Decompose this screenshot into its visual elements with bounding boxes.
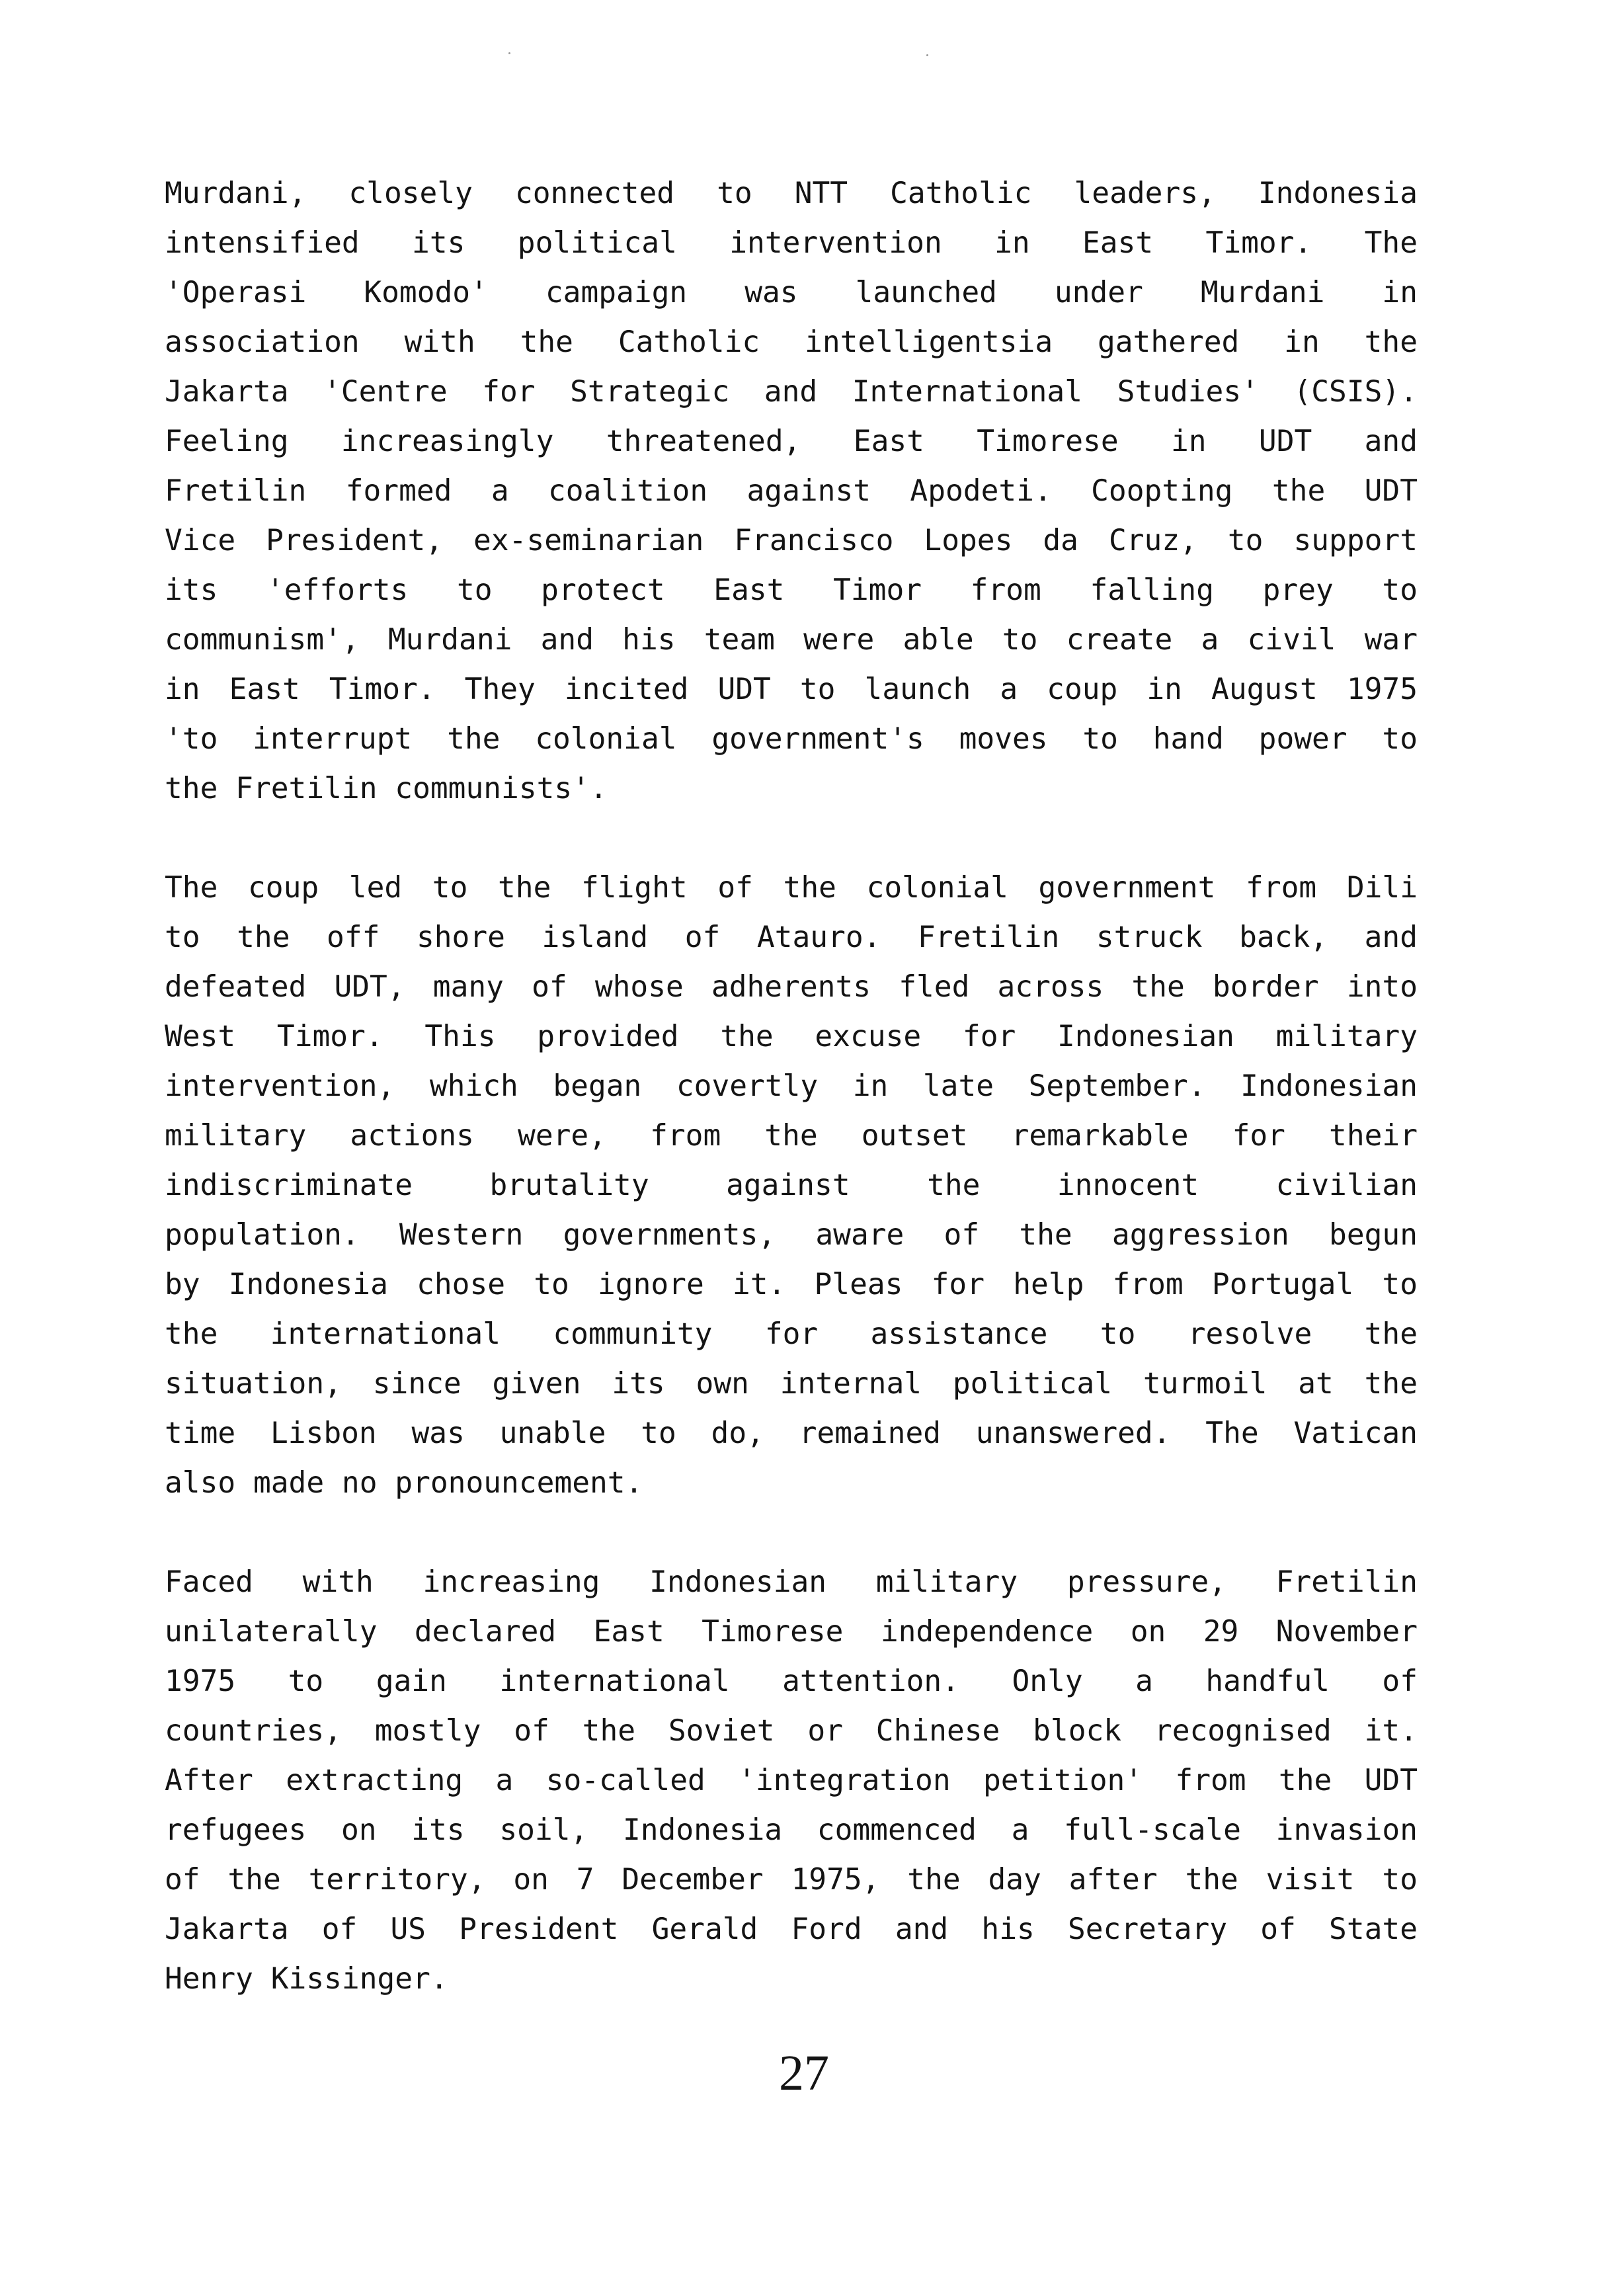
scan-speck [926,54,928,56]
text-line: the Fretilin communists'. [165,772,608,805]
scan-speck [508,52,510,54]
text-line: After extracting a so-called 'integration petition' from the UDT [165,1764,1418,1797]
text-line: intensified its political intervention in East Timor. The [165,226,1418,260]
text-line: defeated UDT, many of whose adherents fled across the border into [165,970,1418,1004]
text-line: in East Timor. They incited UDT to launch a coup in August 1975 [165,673,1418,706]
text-line: situation, since given its own internal political turmoil at the [165,1367,1418,1401]
text-line: West Timor. This provided the excuse for Indonesian military [165,1020,1418,1053]
text-line: Murdani, closely connected to NTT Catholic leaders, Indonesia [165,177,1418,210]
text-line: The coup led to the flight of the colonial government from Dili [165,871,1418,905]
text-line: association with the Catholic intelligentsia gathered in the [165,325,1418,359]
text-line: 'to interrupt the colonial government's moves to hand power to [165,722,1418,756]
text-line: intervention, which began covertly in late September. Indonesian [165,1069,1418,1103]
text-line: military actions were, from the outset remarkable for their [165,1119,1418,1153]
text-line: to the off shore island of Atauro. Fretilin struck back, and [165,921,1418,954]
text-line: Vice President, ex-seminarian Francisco Lopes da Cruz, to support [165,524,1418,557]
paragraph-2 [165,863,1418,1508]
text-line: the international community for assistance to resolve the [165,1317,1418,1351]
text-line: also made no pronouncement. [165,1466,643,1500]
page-number: 27 [779,2045,829,2101]
text-line: Feeling increasingly threatened, East Timorese in UDT and [165,425,1418,458]
text-line: communism', Murdani and his team were able to create a civil war [165,623,1418,657]
text-line: Jakarta 'Centre for Strategic and International Studies' (CSIS). [165,375,1418,409]
body-text [165,169,1418,2004]
text-line: unilaterally declared East Timorese independence on 29 November [165,1615,1418,1649]
text-line: its 'efforts to protect East Timor from falling prey to [165,573,1418,607]
text-line: 1975 to gain international attention. Only a handful of [165,1664,1418,1698]
text-line: of the territory, on 7 December 1975, the day after the visit to [165,1863,1418,1897]
text-line: Fretilin formed a coalition against Apodeti. Coopting the UDT [165,474,1418,508]
text-line: by Indonesia chose to ignore it. Pleas for help from Portugal to [165,1268,1418,1301]
text-line: Henry Kissinger. [165,1962,448,1996]
text-line: Faced with increasing Indonesian military pressure, Fretilin [165,1565,1418,1599]
text-line: Jakarta of US President Gerald Ford and his Secretary of State [165,1912,1418,1946]
text-line: population. Western governments, aware of the aggression begun [165,1218,1418,1252]
paragraph-1 [165,169,1418,813]
text-line: countries, mostly of the Soviet or Chinese block recognised it. [165,1714,1418,1748]
text-line: time Lisbon was unable to do, remained unanswered. The Vatican [165,1416,1418,1450]
text-line: refugees on its soil, Indonesia commenced a full-scale invasion [165,1813,1418,1847]
text-line: 'Operasi Komodo' campaign was launched under Murdani in [165,276,1418,309]
text-line: indiscriminate brutality against the innocent civilian [165,1168,1418,1202]
paragraph-3 [165,1557,1418,2004]
